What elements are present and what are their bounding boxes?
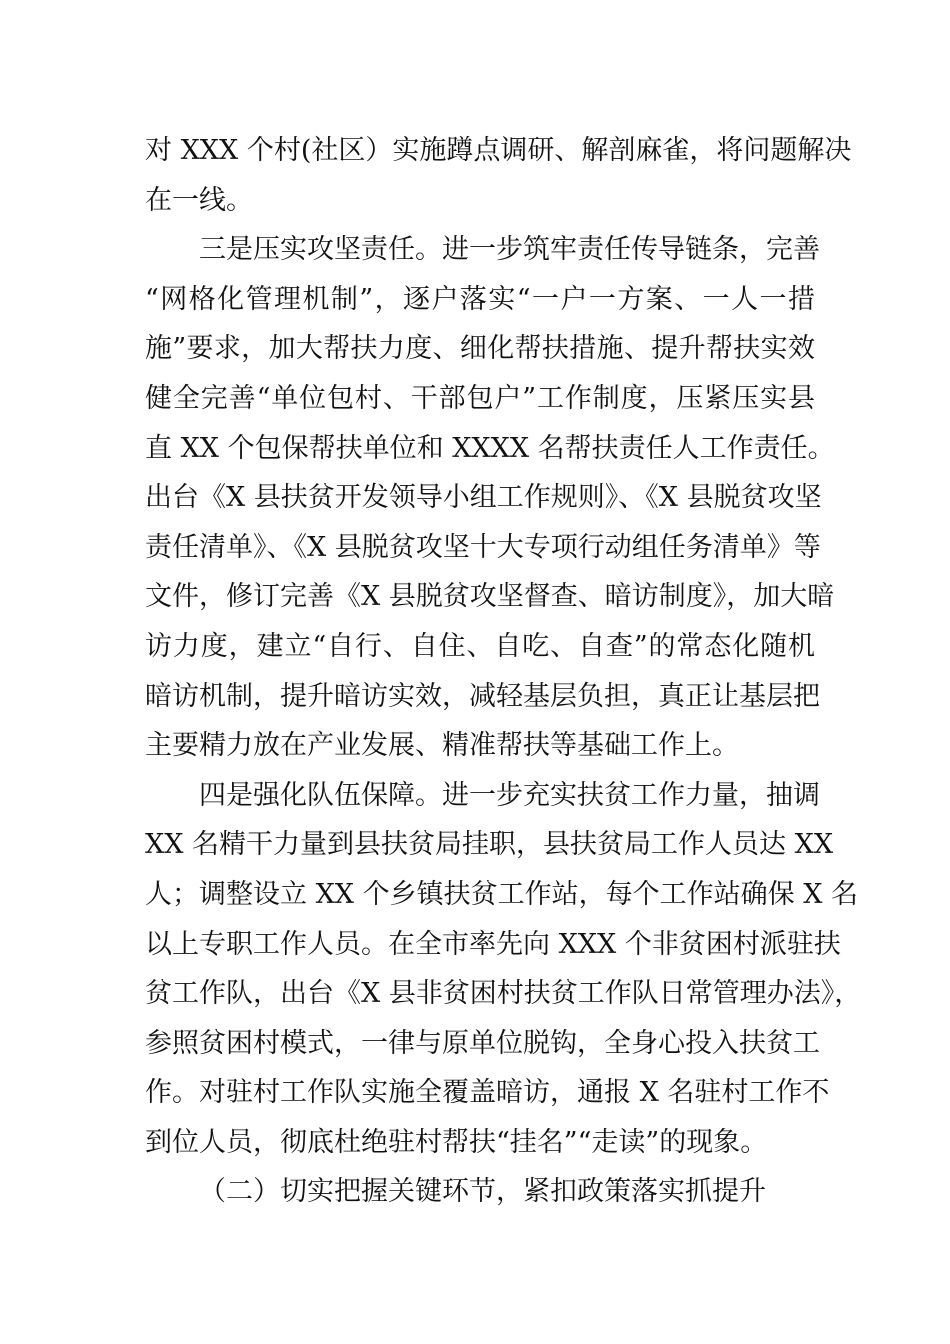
text-line-10: 文件，修订完善《X 县脱贫攻坚督查、暗访制度》，加大暗: [145, 581, 835, 613]
text-line-11: 访力度，建立“自行、自住、自吃、自查”的常态化随机: [145, 630, 815, 662]
text-line-1: 对 XXX 个村(社区）实施蹲点调研、解剖麻雀，将问题解决: [145, 135, 852, 166]
text-line-5: 施”要求，加大帮扶力度、细化帮扶措施、提升帮扶实效: [145, 333, 815, 365]
text-line-20: 作。对驻村工作队实施全覆盖暗访，通报 X 名驻村工作不: [145, 1077, 830, 1109]
document-body: [145, 126, 862, 1217]
text-line-2: 在一线。: [145, 184, 253, 216]
text-line-21: 到位人员，彻底杜绝驻村帮扶“挂名”“走读”的现象。: [145, 1126, 768, 1158]
text-line-15: XX 名精干力量到县扶贫局挂职，县扶贫局工作人员达 XX: [145, 829, 834, 861]
text-line-8: 出台《X 县扶贫开发领导小组工作规则》、《X 县脱贫攻坚: [145, 482, 822, 514]
text-line-18: 贫工作队，出台《X 县非贫困村扶贫工作队日常管理办法》，: [145, 978, 862, 1010]
text-line-16: 人；调整设立 XX 个乡镇扶贫工作站，每个工作站确保 X 名: [145, 878, 858, 910]
text-line-19: 参照贫困村模式，一律与原单位脱钩，全身心投入扶贫工: [145, 1027, 820, 1059]
section-heading: （二）切实把握关键环节，紧扣政策落实抓提升: [199, 1176, 766, 1208]
text-line-3: 三是压实攻坚责任。进一步筑牢责任传导链条，完善: [199, 234, 820, 266]
text-line-7: 直 XX 个包保帮扶单位和 XXXX 名帮扶责任人工作责任。: [145, 432, 835, 464]
text-line-14: 四是强化队伍保障。进一步充实扶贫工作力量，抽调: [199, 779, 820, 811]
text-line-13: 主要精力放在产业发展、精准帮扶等基础工作上。: [145, 730, 739, 762]
text-line-6: 健全完善“单位包村、干部包户”工作制度，压紧压实县: [145, 382, 815, 414]
text-line-4: “网格化管理机制”，逐户落实“一户一方案、一人一措: [145, 283, 815, 315]
text-line-12: 暗访机制，提升暗访实效，减轻基层负担，真正让基层把: [145, 680, 820, 712]
text-line-17: 以上专职工作人员。在全市率先向 XXX 个非贫困村派驻扶: [145, 928, 841, 960]
text-line-9: 责任清单》、《X 县脱贫攻坚十大专项行动组任务清单》等: [145, 531, 821, 563]
